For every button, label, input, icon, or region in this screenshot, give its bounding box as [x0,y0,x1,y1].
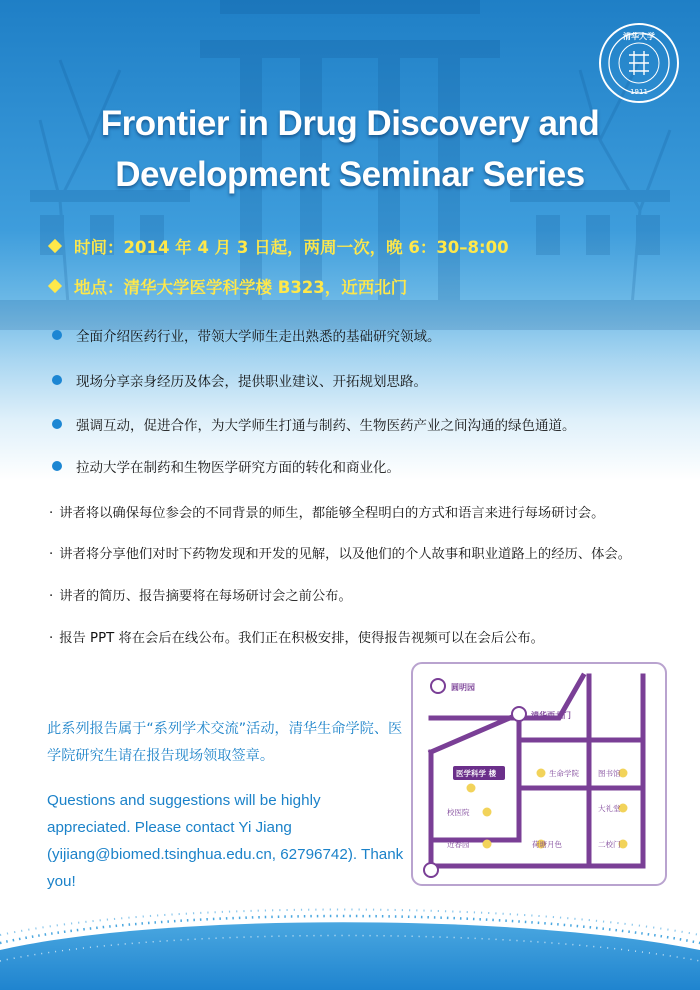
note-item [49,502,604,521]
diamond-bullet-icon [48,239,62,253]
map-label-library: 图书馆 [598,769,621,778]
note-mark: · [49,589,54,604]
campus-map [411,662,667,886]
time-row [50,234,509,258]
map-label-yuanmingyuan: 圆明园 [451,683,475,692]
note-text: 讲者的简历、报告摘要将在每场研讨会之前公布。 [59,589,352,604]
note-text: 报告 PPT 将在会后在线公布。我们正在积极安排，使得报告视频可以在会后公布。 [59,631,544,646]
bullet-item [52,414,576,434]
blue-dot-icon [52,461,62,471]
seal-year: 1911 [630,88,648,96]
note-mark: · [49,506,54,521]
note-mark: · [49,547,54,562]
note-item [49,585,352,604]
university-seal [598,22,680,104]
map-label-hetang: 荷塘月色 [532,840,562,849]
blue-dot-icon [52,375,62,385]
bullet-text: 现场分享亲身经历及体会，提供职业建议、开拓规划思路。 [76,374,427,390]
note-mark: · [49,631,54,646]
time-text: 时间：2014 年 4 月 3 日起，两周一次，晚 6：30–8:00 [74,238,509,257]
bullet-text: 强调互动，促进合作，为大学师生打通与制药、生物医药产业之间沟通的绿色通道。 [76,418,576,434]
note-text: 讲者将以确保每位参会的不同背景的师生，都能够全程明白的方式和语言来进行每场研讨会。 [59,506,605,521]
note-text: 讲者将分享他们对时下药物发现和开发的见解，以及他们的个人故事和职业道路上的经历、体会。 [59,547,631,562]
diamond-bullet-icon [48,279,62,293]
contact-paragraph: Questions and suggestions will be highly appreciated. Please contact Yi Jiang (yijiang@biomed.tsinghua.edu.cn, 62796742). Thank you! [47,792,404,890]
map-marker-icon [431,679,445,693]
blue-dot-icon [52,419,62,429]
map-marker-icon [512,707,526,721]
map-label-auditorium: 大礼堂 [598,804,621,813]
credit-notice: 此系列报告属于“系列学术交流”活动，清华生命学院、医学院研究生请在报告现场领取签章。 [47,721,403,764]
location-text: 地点：清华大学医学科学楼 B323，近西北门 [74,278,408,297]
location-row [50,274,407,298]
bullet-text: 全面介绍医药行业，带领大学师生走出熟悉的基础研究领域。 [76,329,441,345]
title-line-2: Development Seminar Series [115,155,585,194]
seal-name: 清华大学 [623,32,655,41]
bullet-item [52,456,400,476]
map-label-life-sciences: 生命学院 [549,769,579,778]
map-label-jinchunyuan: 近春园 [447,840,470,849]
blue-dot-icon [52,330,62,340]
bullet-item [52,370,427,390]
bullet-text: 拉动大学在制药和生物医学研究方面的转化和商业化。 [76,460,400,476]
bottom-wave [0,895,700,990]
map-label-second-gate: 二校门 [598,840,621,849]
note-item [49,627,544,646]
bullet-item [52,325,441,345]
map-label-medical-building: 医学科学 楼 [456,769,497,778]
map-marker-icon [424,863,438,877]
map-label-hospital: 校医院 [447,808,470,817]
note-item [49,543,631,562]
title-line-1: Frontier in Drug Discovery and [100,104,600,143]
map-label-northwest-gate: 清华西北门 [531,711,571,720]
